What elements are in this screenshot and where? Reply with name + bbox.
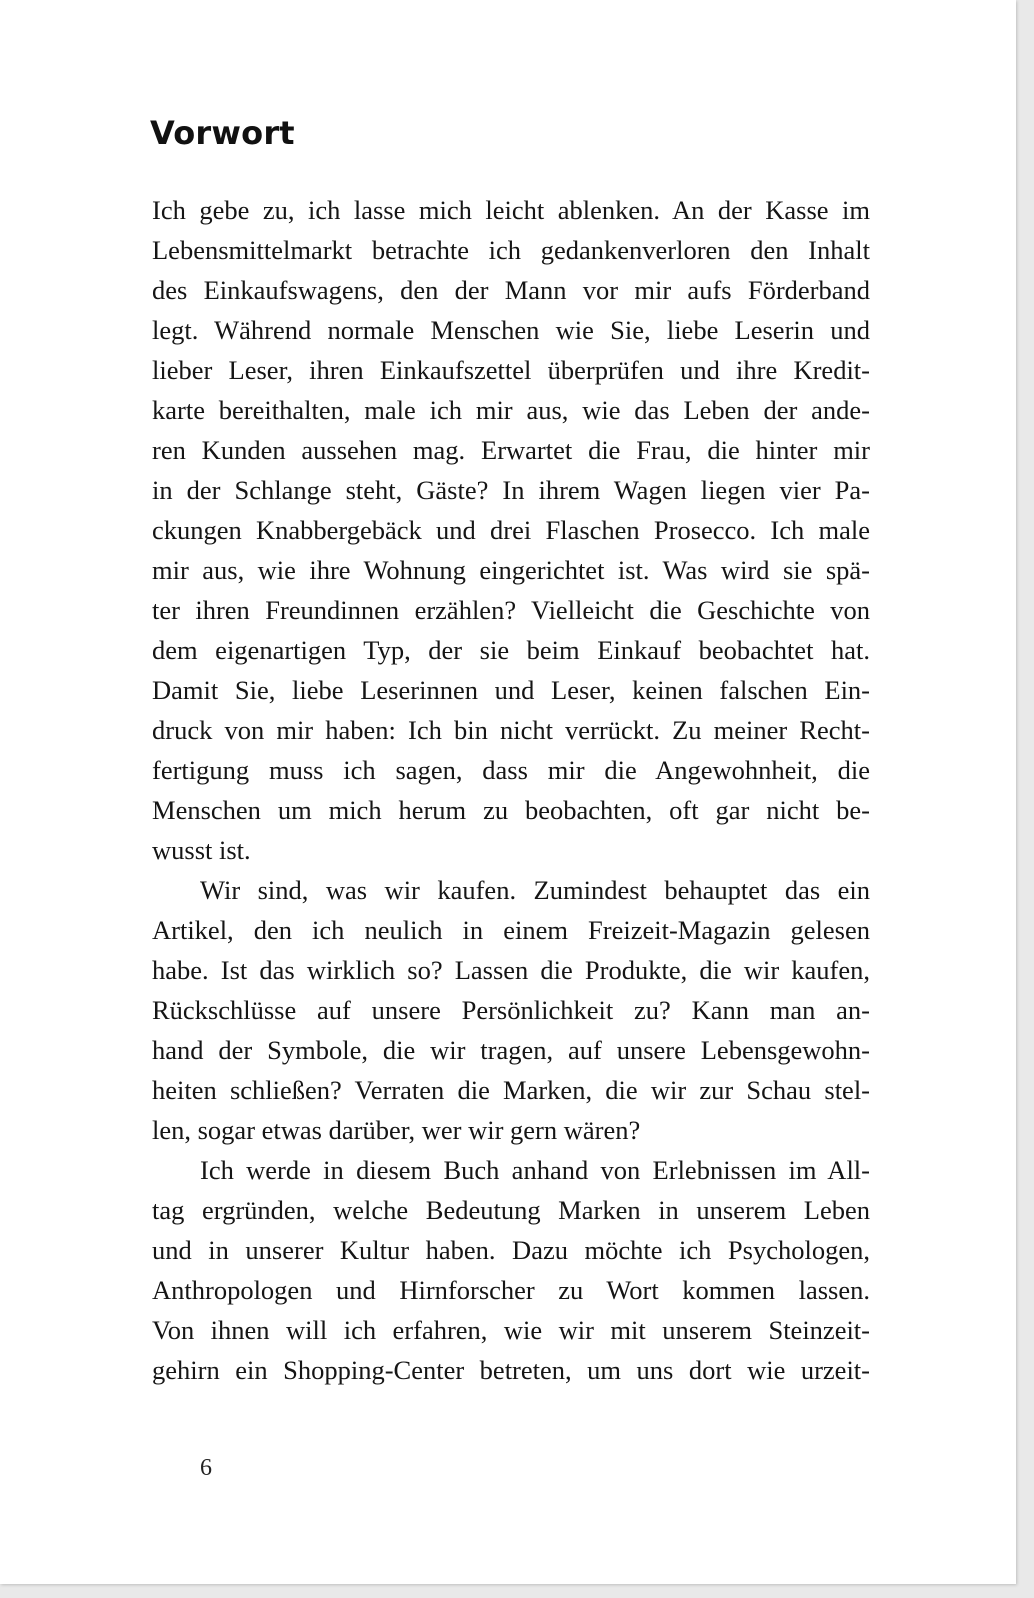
paragraph	[152, 190, 870, 870]
text-line: mir aus, wie ihre Wohnung eingerichtet ist. Was wird sie spä-	[152, 555, 870, 585]
text-line: len, sogar etwas darüber, wer wir gern wären?	[152, 1115, 641, 1145]
body-text	[152, 190, 870, 1390]
text-line: Lebensmittelmarkt betrachte ich gedankenverloren den Inhalt	[152, 235, 870, 265]
text-line: habe. Ist das wirklich so? Lassen die Produkte, die wir kaufen,	[152, 955, 870, 985]
text-line: und in unserer Kultur haben. Dazu möchte ich Psychologen,	[152, 1235, 870, 1265]
text-line: ckungen Knabbergebäck und drei Flaschen Prosecco. Ich male	[152, 515, 870, 545]
text-line: druck von mir haben: Ich bin nicht verrückt. Zu meiner Recht-	[152, 715, 870, 745]
text-line: Anthropologen und Hirnforscher zu Wort kommen lassen.	[152, 1275, 870, 1305]
text-line: tag ergründen, welche Bedeutung Marken in unserem Leben	[152, 1195, 870, 1225]
text-line: Von ihnen will ich erfahren, wie wir mit unserem Steinzeit-	[152, 1315, 870, 1345]
text-line: dem eigenartigen Typ, der sie beim Einkauf beobachtet hat.	[152, 635, 870, 665]
text-line: fertigung muss ich sagen, dass mir die Angewohnheit, die	[152, 755, 870, 785]
text-line: Ich werde in diesem Buch anhand von Erlebnissen im All-	[200, 1155, 870, 1185]
text-line: ter ihren Freundinnen erzählen? Vielleicht die Geschichte von	[152, 595, 870, 625]
text-line: Ich gebe zu, ich lasse mich leicht ablenken. An der Kasse im	[152, 195, 870, 225]
text-line: Menschen um mich herum zu beobachten, oft gar nicht be-	[152, 795, 870, 825]
paragraph	[152, 870, 870, 1150]
page-number: 6	[200, 1455, 212, 1481]
text-line: wusst ist.	[152, 835, 251, 865]
text-line: Wir sind, was wir kaufen. Zumindest behauptet das ein	[200, 875, 870, 905]
text-line: Damit Sie, liebe Leserinnen und Leser, keinen falschen Ein-	[152, 675, 870, 705]
text-line: hand der Symbole, die wir tragen, auf unsere Lebensgewohn-	[152, 1035, 870, 1065]
text-line: des Einkaufswagens, den der Mann vor mir aufs Förderband	[152, 275, 870, 305]
text-line: Rückschlüsse auf unsere Persönlichkeit zu? Kann man an-	[152, 995, 870, 1025]
chapter-heading: Vorwort	[150, 114, 295, 152]
text-line: in der Schlange steht, Gäste? In ihrem Wagen liegen vier Pa-	[152, 475, 870, 505]
text-line: legt. Während normale Menschen wie Sie, liebe Leserin und	[152, 315, 870, 345]
text-line: karte bereithalten, male ich mir aus, wie das Leben der ande-	[152, 395, 870, 425]
text-line: ren Kunden aussehen mag. Erwartet die Frau, die hinter mir	[152, 435, 870, 465]
text-line: heiten schließen? Verraten die Marken, die wir zur Schau stel-	[152, 1075, 870, 1105]
paragraph	[152, 1150, 870, 1390]
text-line: lieber Leser, ihren Einkaufszettel überprüfen und ihre Kredit-	[152, 355, 870, 385]
text-line: gehirn ein Shopping-Center betreten, um uns dort wie urzeit-	[152, 1355, 870, 1385]
text-line: Artikel, den ich neulich in einem Freizeit-Magazin gelesen	[152, 915, 870, 945]
